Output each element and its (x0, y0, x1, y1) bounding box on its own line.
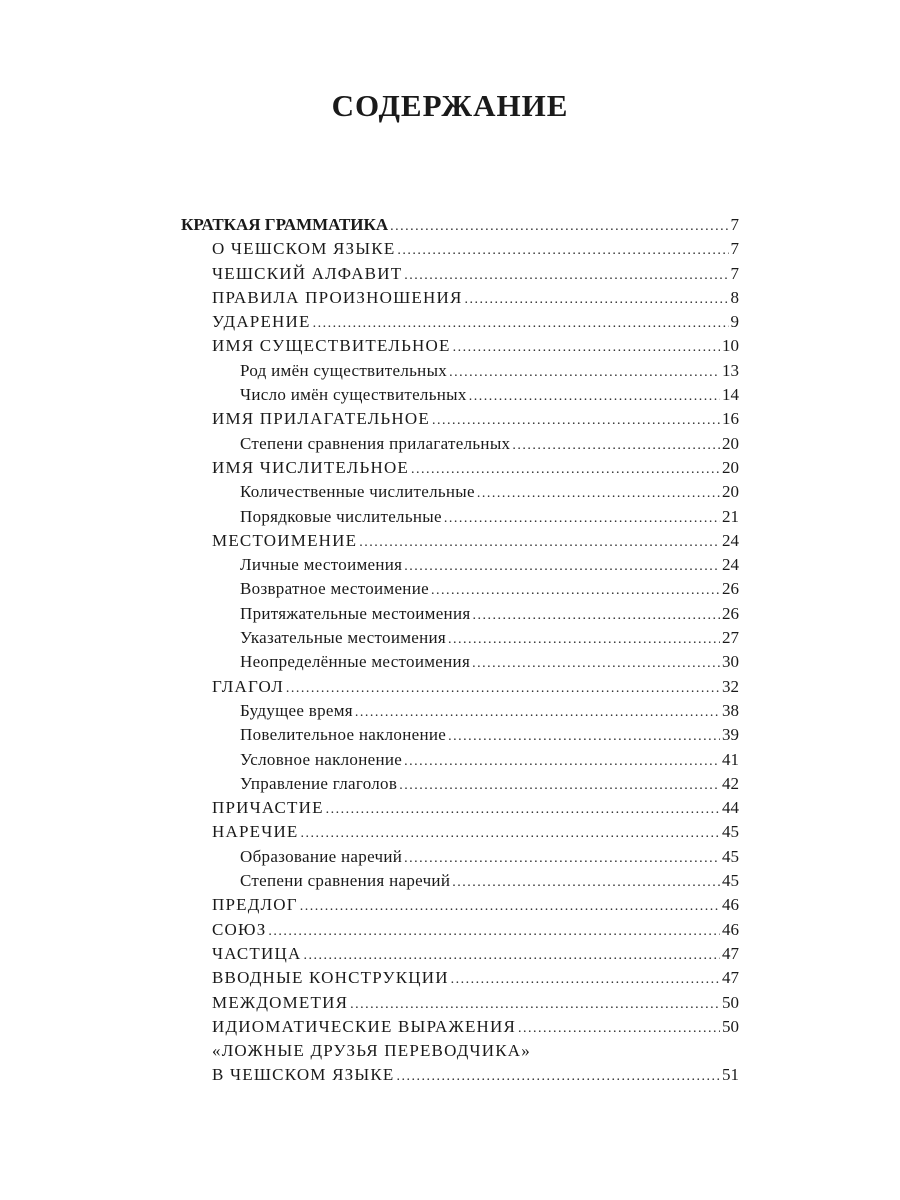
toc-entry-page-number: 51 (722, 1065, 739, 1085)
toc-entry[interactable] (181, 918, 739, 942)
toc-entry-label: Неопределённые местоимения (240, 652, 471, 672)
toc-dot-leader (355, 701, 720, 725)
toc-entry-page-number: 47 (722, 968, 739, 988)
toc-entry-page-number: 13 (722, 360, 739, 380)
toc-entry[interactable] (181, 991, 739, 1015)
toc-entry-label: Повелительное наклонение (240, 725, 447, 745)
toc-dot-leader (396, 1065, 720, 1089)
toc-dot-leader (301, 822, 720, 846)
toc-entry[interactable] (181, 845, 739, 869)
toc-entry-page-number: 20 (722, 482, 739, 502)
toc-entry[interactable] (181, 456, 739, 480)
toc-entry-page-number: 24 (722, 530, 739, 550)
toc-dot-leader (448, 725, 720, 749)
toc-dot-leader (411, 458, 720, 482)
toc-entry-page-number: 26 (722, 579, 739, 599)
toc-entry-page-number: 10 (722, 336, 739, 356)
toc-entry-page-number: 45 (722, 822, 739, 842)
toc-entry[interactable] (181, 529, 739, 553)
toc-entry[interactable] (181, 772, 739, 796)
toc-dot-leader (268, 920, 720, 944)
toc-entry[interactable] (181, 1039, 739, 1063)
toc-entry-page-number: 24 (722, 555, 739, 575)
toc-entry[interactable] (181, 237, 739, 261)
toc-entry-label: Порядковые числительные (240, 506, 442, 526)
page-title: СОДЕРЖАНИЕ (331, 88, 569, 123)
toc-entry-page-number: 14 (722, 385, 739, 405)
toc-entry-label: ИМЯ ЧИСЛИТЕЛЬНОЕ (212, 457, 410, 477)
toc-entry[interactable] (181, 626, 739, 650)
toc-entry-label: Притяжательные местоимения (240, 603, 471, 623)
toc-entry-label: Образование наречий (240, 846, 403, 866)
toc-dot-leader (404, 847, 720, 871)
toc-entry-label: ВВОДНЫЕ КОНСТРУКЦИИ (212, 968, 449, 988)
toc-dot-leader (453, 336, 720, 360)
toc-dot-leader (350, 993, 720, 1017)
toc-dot-leader (359, 531, 720, 555)
toc-entry[interactable] (181, 820, 739, 844)
toc-entry-label: УДАРЕНИЕ (212, 312, 311, 332)
toc-entry-label: Условное наклонение (240, 749, 403, 769)
toc-entry[interactable] (181, 650, 739, 674)
toc-entry-label: МЕЖДОМЕТИЯ (212, 992, 349, 1012)
toc-entry-label: Степени сравнения наречий (240, 871, 451, 891)
toc-dot-leader (390, 215, 728, 239)
toc-entry-page-number: 7 (730, 215, 739, 234)
toc-entry-label: В ЧЕШСКОМ ЯЗЫКЕ (212, 1065, 395, 1085)
toc-entry-page-number: 16 (722, 409, 739, 429)
toc-entry-page-number: 20 (722, 457, 739, 477)
toc-entry-label: Указательные местоимения (240, 628, 447, 648)
toc-entry[interactable] (181, 432, 739, 456)
toc-entry-label: «ЛОЖНЫЕ ДРУЗЬЯ ПЕРЕВОДЧИКА» (212, 1041, 531, 1061)
toc-entry-label: ГЛАГОЛ (212, 676, 284, 696)
toc-entry-label: Число имён существительных (240, 385, 467, 405)
toc-entry-page-number: 8 (730, 287, 739, 307)
toc-entry-label: Возвратное местоимение (240, 579, 429, 599)
toc-entry-label: Степени сравнения прилагательных (240, 433, 511, 453)
toc-dot-leader (313, 312, 729, 336)
toc-dot-leader (404, 750, 720, 774)
toc-dot-leader (303, 944, 720, 968)
toc-entry[interactable] (181, 577, 739, 601)
toc-dot-leader (451, 968, 720, 992)
toc-entry[interactable] (181, 1015, 739, 1039)
toc-entry-label: ИМЯ ПРИЛАГАТЕЛЬНОЕ (212, 409, 430, 429)
toc-entry-page-number: 42 (722, 773, 739, 793)
toc-entry[interactable] (181, 407, 739, 431)
toc-entry-page-number: 46 (722, 919, 739, 939)
toc-entry-page-number: 38 (722, 700, 739, 720)
toc-entry-page-number: 47 (722, 943, 739, 963)
toc-dot-leader (449, 361, 720, 385)
toc-entry[interactable] (181, 286, 739, 310)
toc-entry[interactable] (181, 893, 739, 917)
toc-dot-leader (465, 288, 729, 312)
toc-entry[interactable] (181, 334, 739, 358)
toc-entry-label: МЕСТОИМЕНИЕ (212, 530, 358, 550)
toc-entry-page-number: 21 (722, 506, 739, 526)
toc-entry-label: СОЮЗ (212, 919, 267, 939)
toc-dot-leader (326, 798, 720, 822)
toc-dot-leader (399, 774, 720, 798)
toc-entry-page-number: 39 (722, 725, 739, 745)
toc-entry-label: ЧЕШСКИЙ АЛФАВИТ (212, 263, 403, 283)
toc-entry-page-number: 45 (722, 846, 739, 866)
toc-entry[interactable] (181, 310, 739, 334)
table-of-contents (181, 213, 739, 1088)
toc-entry-label: ПРИЧАСТИЕ (212, 798, 324, 818)
toc-dot-leader (286, 677, 720, 701)
toc-entry[interactable] (181, 213, 739, 237)
toc-entry[interactable] (181, 359, 739, 383)
toc-entry-page-number: 27 (722, 628, 739, 648)
toc-dot-leader (397, 239, 728, 263)
toc-entry-page-number: 32 (722, 676, 739, 696)
toc-entry-label: О ЧЕШСКОМ ЯЗЫКЕ (212, 239, 396, 259)
toc-entry-label: КРАТКАЯ ГРАММАТИКА (181, 215, 389, 234)
toc-dot-leader (448, 628, 720, 652)
toc-entry-label: ПРЕДЛОГ (212, 895, 298, 915)
toc-entry[interactable] (181, 942, 739, 966)
toc-entry[interactable] (181, 699, 739, 723)
toc-entry-label: ИМЯ СУЩЕСТВИТЕЛЬНОЕ (212, 336, 451, 356)
toc-entry[interactable] (181, 869, 739, 893)
toc-entry-label: Род имён существительных (240, 360, 448, 380)
toc-entry-page-number: 50 (722, 1016, 739, 1036)
toc-dot-leader (300, 895, 720, 919)
toc-dot-leader (404, 264, 728, 288)
toc-entry-label: Управление глаголов (240, 773, 398, 793)
toc-entry-label: Будущее время (240, 700, 353, 720)
toc-entry-page-number: 9 (730, 312, 739, 332)
toc-dot-leader (452, 871, 720, 895)
toc-dot-leader (469, 385, 720, 409)
toc-dot-leader (472, 652, 720, 676)
toc-dot-leader (472, 604, 720, 628)
toc-entry[interactable] (181, 1063, 739, 1087)
toc-entry[interactable] (181, 602, 739, 626)
toc-dot-leader (404, 555, 720, 579)
toc-entry-page-number: 45 (722, 871, 739, 891)
toc-entry-page-number: 20 (722, 433, 739, 453)
toc-entry-page-number: 46 (722, 895, 739, 915)
toc-dot-leader (432, 409, 720, 433)
toc-entry[interactable] (181, 675, 739, 699)
toc-entry-label: ИДИОМАТИЧЕСКИЕ ВЫРАЖЕНИЯ (212, 1016, 517, 1036)
toc-dot-leader (431, 579, 720, 603)
toc-entry-page-number: 7 (730, 263, 739, 283)
toc-entry[interactable] (181, 262, 739, 286)
toc-entry-page-number: 50 (722, 992, 739, 1012)
toc-entry[interactable] (181, 383, 739, 407)
toc-entry[interactable] (181, 553, 739, 577)
toc-entry-page-number: 44 (722, 798, 739, 818)
toc-dot-leader (512, 434, 720, 458)
toc-dot-leader (477, 482, 720, 506)
toc-entry-page-number: 26 (722, 603, 739, 623)
toc-entry-label: Количественные числительные (240, 482, 475, 502)
toc-entry[interactable] (181, 723, 739, 747)
toc-dot-leader (444, 507, 720, 531)
toc-entry-label: ПРАВИЛА ПРОИЗНОШЕНИЯ (212, 287, 463, 307)
toc-entry[interactable] (181, 505, 739, 529)
toc-entry-label: НАРЕЧИЕ (212, 822, 299, 842)
toc-entry-label: Личные местоимения (240, 555, 403, 575)
toc-entry[interactable] (181, 796, 739, 820)
toc-entry[interactable] (181, 966, 739, 990)
toc-entry-page-number: 30 (722, 652, 739, 672)
toc-entry-page-number: 7 (730, 239, 739, 259)
toc-entry-page-number: 41 (722, 749, 739, 769)
toc-entry[interactable] (181, 748, 739, 772)
toc-entry-label: ЧАСТИЦА (212, 943, 302, 963)
toc-entry[interactable] (181, 480, 739, 504)
toc-dot-leader (518, 1017, 720, 1041)
